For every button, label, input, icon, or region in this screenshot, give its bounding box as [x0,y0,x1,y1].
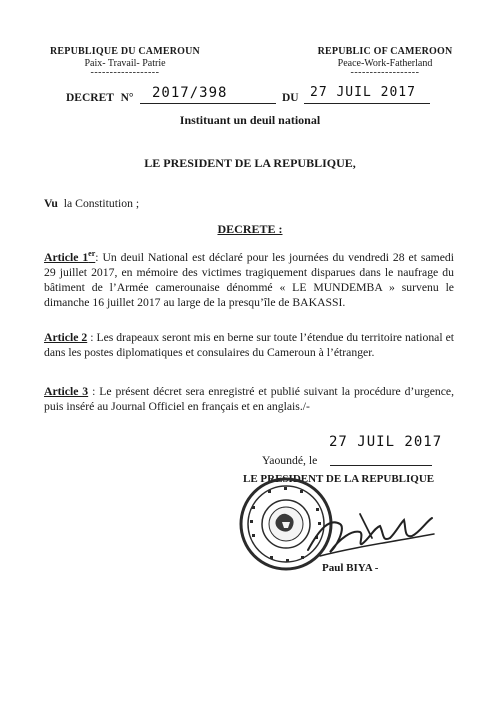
article-1 [44,246,454,310]
decree-label [66,92,134,104]
signature-title: LE PRESIDENT DE LA REPUBLIQUE [243,473,435,485]
header-left-country: REPUBLIQUE DU CAMEROUN [50,46,200,57]
article-3-text: Le présent décret sera enregistré et publié suivant la procédure d’urgence, puis inséré au Journal Officiel en français et en anglais./- [44,385,455,413]
article-2-colon: : [90,331,94,344]
article-2-label: Article 2 [44,331,88,344]
signature-name: Paul BIYA - [322,562,379,574]
article-2-text: Les drapeaux seront mis en berne sur toute l’étendue du territoire national et dans les postes diplomatiques et consulaires du Cameroun à l’étranger. [44,331,455,359]
header-right-country: REPUBLIC OF CAMEROON [317,46,453,57]
decree-number-rule [140,103,276,104]
decree-number: 2017/398 [152,85,228,101]
article-1-label-sup: er [88,249,96,258]
article-2 [44,330,454,360]
decree-date-rule [304,103,430,104]
decree-no-label: N° [120,92,134,104]
decrete-heading: DECRETE : [217,222,283,236]
article-1-text: Un deuil National est déclaré pour les journées du vendredi 28 et samedi 29 juillet 2017, en mémoire des victimes tragiquement disparues dans le naufrage du bâtiment de l’Armée camerounaise dénommé « LE MUNDEMBA » survenu le dimanche 16 juillet 2017 au large de la presqu’île de BAKASSI. [44,250,455,309]
decree-label-text: DECRET [66,92,114,104]
article-3-colon: : [92,385,96,398]
article-1-label-main: Article 1 [44,250,89,264]
decree-title: Instituant un deuil national [179,113,321,127]
article-3 [44,384,454,414]
decree-du-label: DU [282,92,299,104]
signature-place: Yaoundé, le [262,454,318,467]
header-right-motto: Peace-Work-Fatherland [337,58,433,69]
vu-text: la Constitution ; [63,197,140,210]
header-left-rule: ------------------ [90,67,160,78]
article-1-label [44,251,95,264]
header-right-rule: ------------------ [350,67,420,78]
article-3-label: Article 3 [44,385,89,398]
handwritten-signature-icon [300,498,440,568]
decree-date: 27 JUIL 2017 [310,85,416,100]
president-heading: LE PRESIDENT DE LA REPUBLIQUE, [144,156,356,170]
vu-line [44,196,139,211]
vu-label: Vu [44,197,58,210]
signature-date-handwritten: 27 JUIL 2017 [329,434,443,450]
signature-date-rule [330,465,432,466]
header-left-motto: Paix- Travail- Patrie [84,58,166,69]
article-1-colon: : [95,250,99,264]
